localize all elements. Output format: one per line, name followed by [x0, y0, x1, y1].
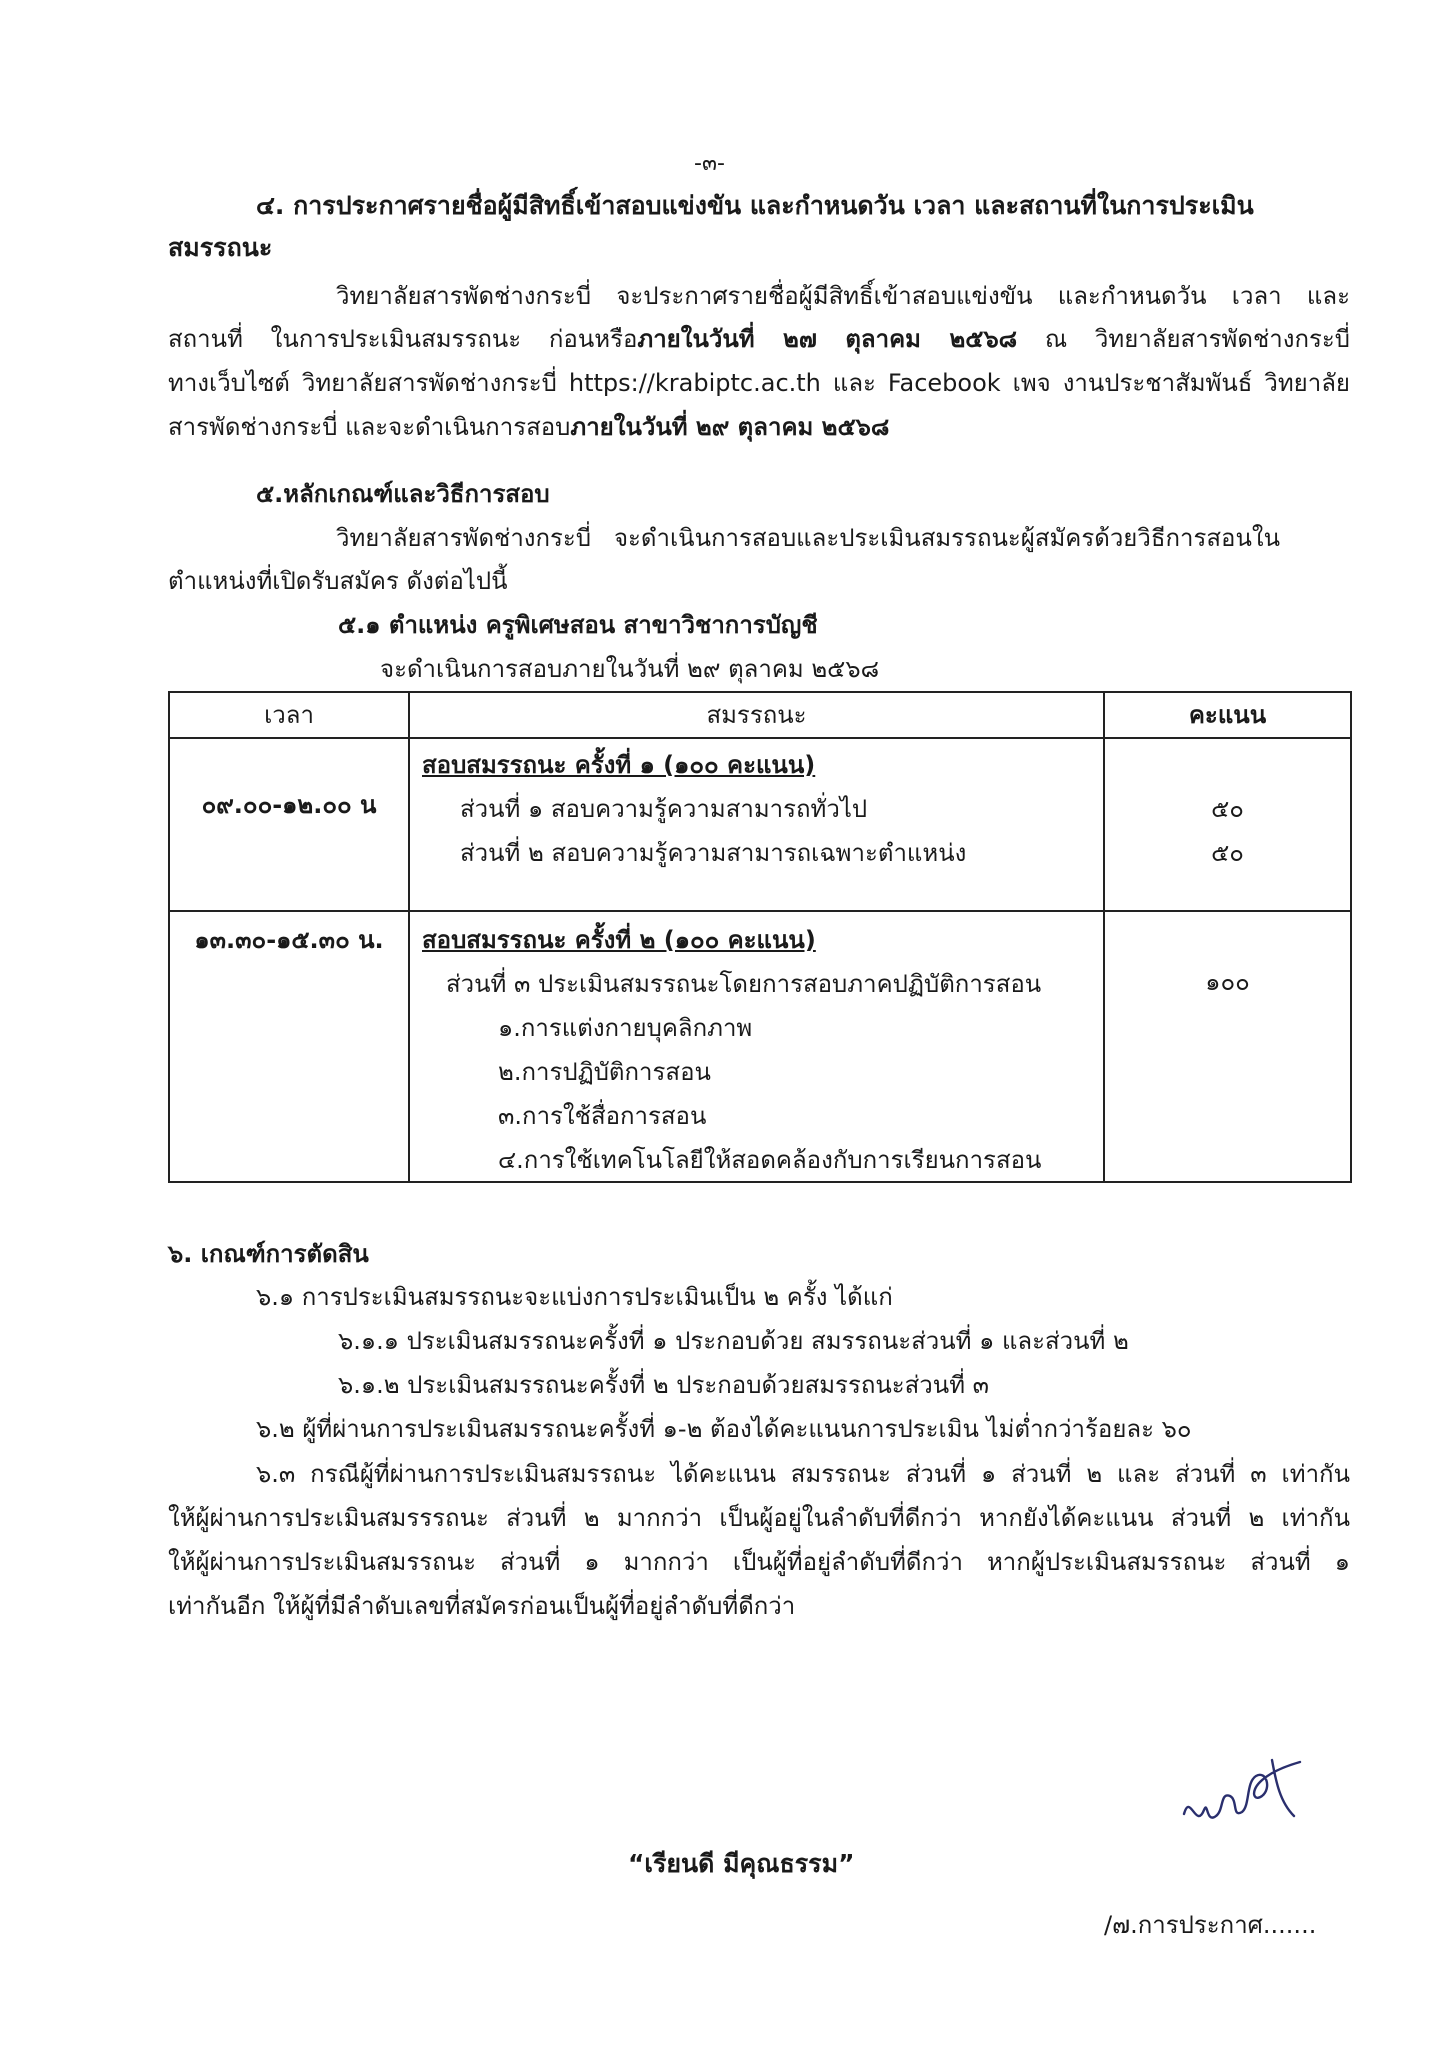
college-motto: “เรียนดี มีคุณธรรม” — [628, 1849, 855, 1878]
criteria-6-3-line1: ๖.๓ กรณีผู้ที่ผ่านการประเมินสมรรถนะ ได้คะแนน สมรรถนะ ส่วนที่ ๑ ส่วนที่ ๒ และ ส่วนที่ ๓ เท่ากัน — [256, 1460, 1350, 1488]
criteria-6-1: ๖.๑ การประเมินสมรรถนะจะแบ่งการประเมินเป็น ๒ ครั้ง ได้แก่ — [256, 1283, 893, 1311]
section4-para-line4 — [168, 411, 889, 443]
para-text: สถานที่ ในการประเมินสมรรถนะ ก่อนหรือ — [168, 325, 638, 353]
exam-date: ภายในวันที่ ๒๙ ตุลาคม ๒๕๖๘ — [570, 413, 890, 441]
para-text: สารพัดช่างกระบี่ และจะดำเนินการสอบ — [168, 413, 571, 441]
score-cell — [1104, 738, 1351, 911]
criteria-6-3-line3: ให้ผู้ผ่านการประเมินสมรรถนะ ส่วนที่ ๑ มากกว่า เป็นผู้ที่อยู่ลำดับที่ดีกว่า หากผู้ประเมินสมรรถนะ ส่วนที่ ๑ — [168, 1548, 1350, 1576]
part-item: ส่วนที่ ๑ สอบความรู้ความสามารถทั่วไป — [460, 795, 868, 823]
competency-cell — [409, 738, 1104, 911]
table-row — [169, 738, 1351, 911]
table-header-row — [169, 692, 1351, 738]
sub-item: ๒.การปฏิบัติการสอน — [498, 1058, 711, 1086]
part-item: ส่วนที่ ๒ สอบความรู้ความสามารถเฉพาะตำแหน่ง — [460, 839, 967, 867]
part-item: ส่วนที่ ๓ ประเมินสมรรถนะโดยการสอบภาคปฏิบัติการสอน — [446, 970, 1042, 998]
criteria-6-3-line2: ให้ผู้ผ่านการประเมินสมรรรถนะ ส่วนที่ ๒ มากกว่า เป็นผู้อยู่ในลำดับที่ดีกว่า หากยังได้คะแนน ส่วนที่ ๒ เท่ากัน — [168, 1504, 1350, 1532]
criteria-6-3-line4: เท่ากันอีก ให้ผู้ที่มีลำดับเลขที่สมัครก่อนเป็นผู้ที่อยู่ลำดับที่ดีกว่า — [168, 1592, 796, 1620]
header-time: เวลา — [169, 692, 409, 738]
section6-heading: ๖. เกณฑ์การตัดสิน — [168, 1240, 369, 1268]
competency-cell — [409, 911, 1104, 1182]
section4-heading-cont: สมรรถนะ — [168, 233, 273, 262]
table-row — [169, 911, 1351, 1182]
section5-para-line1: วิทยาลัยสารพัดช่างกระบี่ จะดำเนินการสอบและประเมินสมรรถนะผู้สมัครด้วยวิธีการสอนใน — [336, 524, 1280, 552]
section4-para-line2 — [168, 323, 1350, 355]
section5-sub-note: จะดำเนินการสอบภายในวันที่ ๒๙ ตุลาคม ๒๕๖๘ — [380, 655, 880, 683]
criteria-6-1-1: ๖.๑.๑ ประเมินสมรรถนะครั้งที่ ๑ ประกอบด้วย สมรรถนะส่วนที่ ๑ และส่วนที่ ๒ — [338, 1327, 1129, 1355]
page-number: -๓- — [694, 151, 725, 176]
handwritten-signature — [1176, 1752, 1316, 1842]
score-value: ๑๐๐ — [1205, 968, 1250, 996]
deadline-date-announce: ภายในวันที่ ๒๗ ตุลาคม ๒๕๖๘ — [637, 325, 1018, 353]
round-title: สอบสมรรถนะ ครั้งที่ ๒ (๑๐๐ คะแนน) — [422, 926, 816, 954]
sub-item: ๑.การแต่งกายบุคลิกภาพ — [498, 1014, 753, 1042]
score-cell — [1104, 911, 1351, 1182]
section5-para-line2: ตำแหน่งที่เปิดรับสมัคร ดังต่อไปนี้ — [168, 567, 508, 595]
score-value: ๕๐ — [1211, 839, 1244, 867]
sub-item: ๓.การใช้สื่อการสอน — [498, 1102, 707, 1130]
section4-para-line1: วิทยาลัยสารพัดช่างกระบี่ จะประกาศรายชื่อผู้มีสิทธิ์เข้าสอบแข่งขัน และกำหนดวัน เวลา และ — [336, 282, 1350, 310]
section4-heading: ๔. การประกาศรายชื่อผู้มีสิทธิ์เข้าสอบแข่งขัน และกำหนดวัน เวลา และสถานที่ในการประเมิน — [256, 191, 1254, 220]
round-title: สอบสมรรถนะ ครั้งที่ ๑ (๑๐๐ คะแนน) — [422, 751, 816, 779]
section5-sub-heading: ๕.๑ ตำแหน่ง ครูพิเศษสอน สาขาวิชาการบัญชี — [338, 611, 818, 639]
score-value: ๕๐ — [1211, 795, 1244, 823]
header-score: คะแนน — [1104, 692, 1351, 738]
competency-table — [168, 691, 1352, 1183]
sub-item: ๔.การใช้เทคโนโลยีให้สอดคล้องกับการเรียนการสอน — [498, 1146, 1042, 1174]
criteria-6-2: ๖.๒ ผู้ที่ผ่านการประเมินสมรรถนะครั้งที่ ๑-๒ ต้องได้คะแนนการประเมิน ไม่ต่ำกว่าร้อยละ ๖๐ — [256, 1415, 1192, 1443]
continuation-note: /๗.การประกาศ....... — [1104, 1911, 1317, 1939]
section5-heading: ๕.หลักเกณฑ์และวิธีการสอบ — [256, 480, 550, 508]
time-cell — [169, 738, 409, 911]
para-text: ณ วิทยาลัยสารพัดช่างกระบี่ — [1017, 325, 1350, 353]
time-cell — [169, 911, 409, 1182]
criteria-6-1-2: ๖.๑.๒ ประเมินสมรรถนะครั้งที่ ๒ ประกอบด้วยสมรรถนะส่วนที่ ๓ — [338, 1371, 990, 1399]
time-text: ๑๓.๓๐-๑๕.๓๐ น. — [194, 926, 384, 954]
time-text: ๐๙.๐๐-๑๒.๐๐ น — [201, 791, 377, 819]
header-competency: สมรรถนะ — [409, 692, 1104, 738]
section4-para-line3: ทางเว็บไซต์ วิทยาลัยสารพัดช่างกระบี่ https://krabiptc.ac.th และ Facebook เพจ งานประชาสัมพันธ์ วิทยาลัย — [168, 369, 1350, 397]
